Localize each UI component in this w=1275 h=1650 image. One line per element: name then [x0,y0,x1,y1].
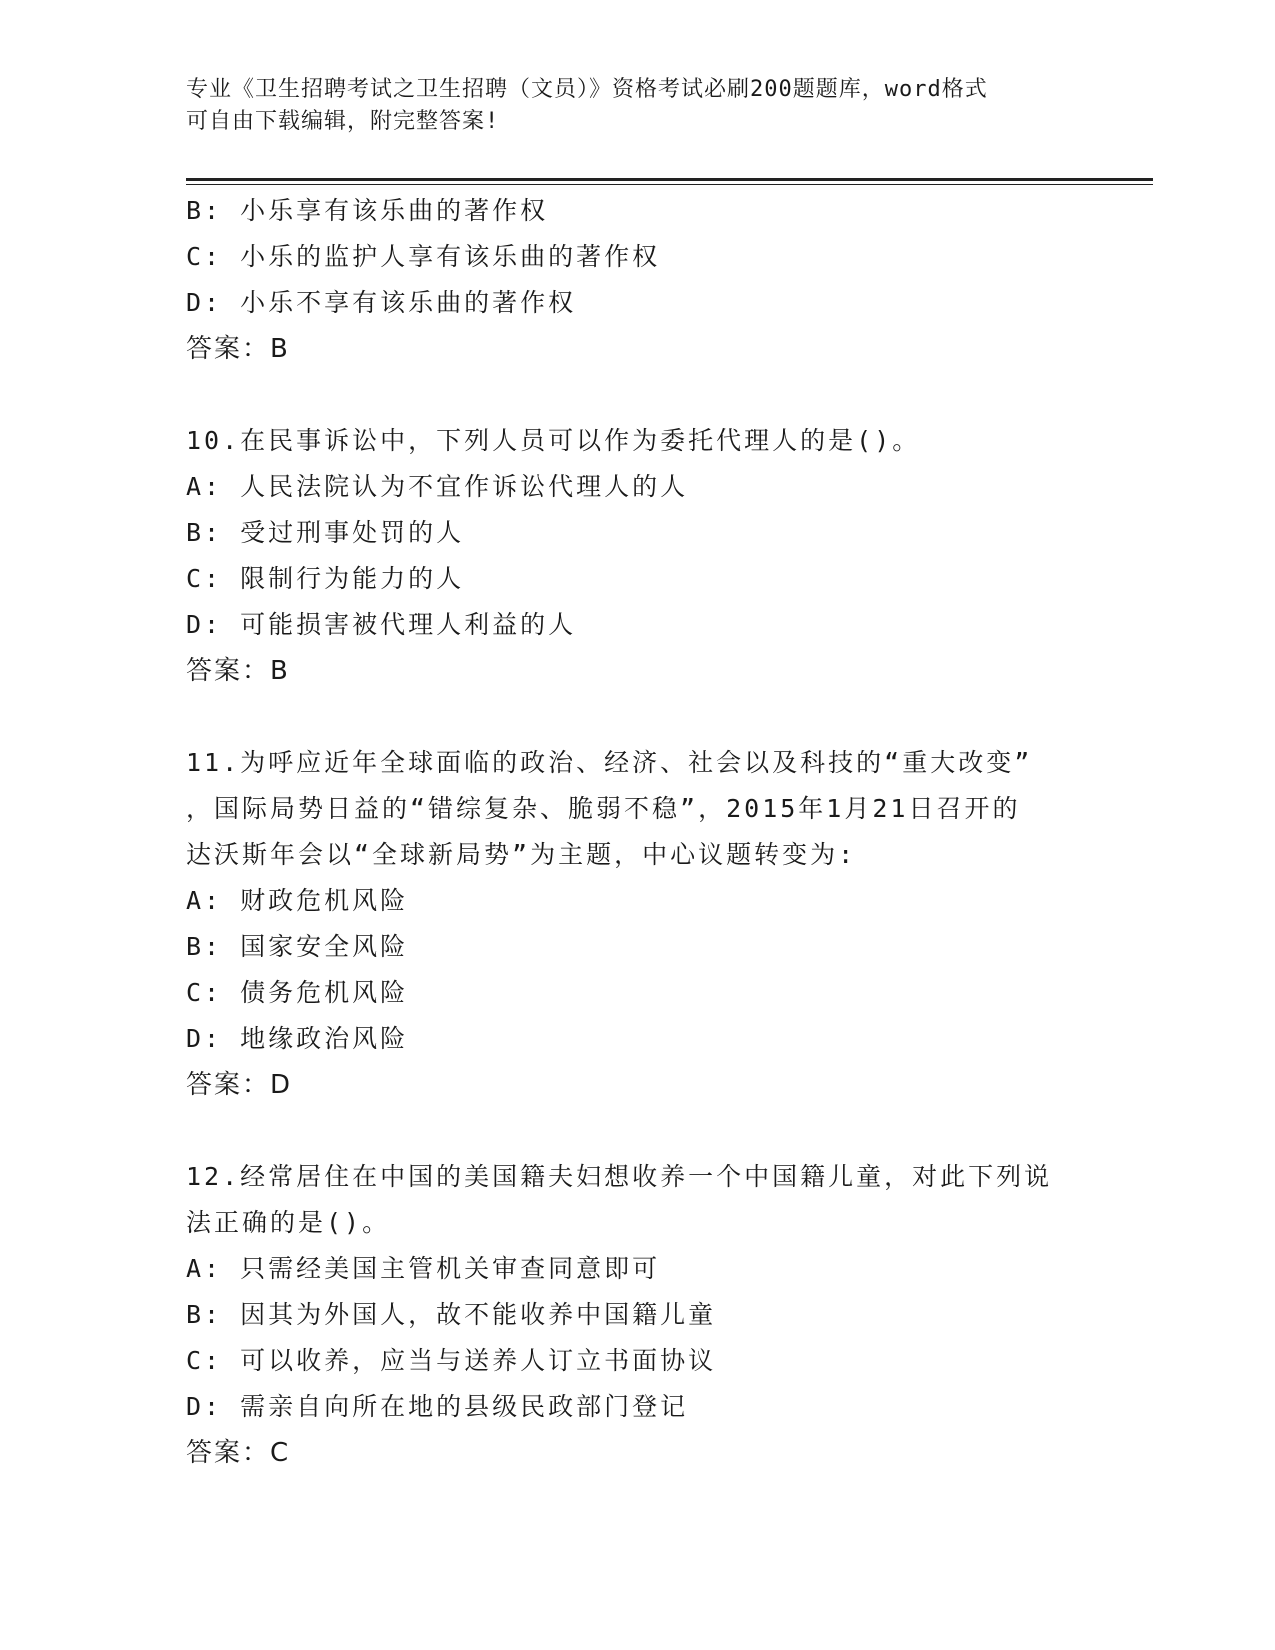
question-stem: 10.在民事诉讼中，下列人员可以作为委托代理人的是()。 [186,426,921,455]
option-b: B: 国家安全风险 [186,932,409,961]
option-d: D: 可能损害被代理人利益的人 [186,610,577,639]
question-10 [186,418,1086,694]
option-a: A: 财政危机风险 [186,886,409,915]
header-line-1: 专业《卫生招聘考试之卫生招聘（文员）》资格考试必刷200题题库，word格式 [186,77,988,102]
option-d: D: 地缘政治风险 [186,1024,409,1053]
option-a: A: 只需经美国主管机关审查同意即可 [186,1254,661,1283]
option-b: B: 小乐享有该乐曲的著作权 [186,196,549,225]
continued-question [186,188,1086,372]
answer-label: 答案：C [186,1438,291,1468]
question-content [186,188,1086,1476]
answer-label: 答案：B [186,334,290,364]
answer-label: 答案：B [186,656,290,686]
option-d: D: 需亲自向所在地的县级民政部门登记 [186,1392,689,1421]
option-c: C: 可以收养，应当与送养人订立书面协议 [186,1346,717,1375]
question-stem-line-1: 11.为呼应近年全球面临的政治、经济、社会以及科技的“重大改变” [186,748,1033,777]
option-b: B: 因其为外国人，故不能收养中国籍儿童 [186,1300,717,1329]
option-a: A: 人民法院认为不宜作诉讼代理人的人 [186,472,689,501]
option-c: C: 债务危机风险 [186,978,409,1007]
question-stem-line-1: 12.经常居住在中国的美国籍夫妇想收养一个中国籍儿童，对此下列说 [186,1162,1053,1191]
spacer [186,372,1086,418]
header-divider-thick [186,178,1153,181]
header-divider-thin [186,184,1153,185]
question-12 [186,1154,1086,1476]
option-c: C: 限制行为能力的人 [186,564,465,593]
answer-label: 答案：D [186,1070,293,1100]
spacer [186,694,1086,740]
question-stem-line-2: 法正确的是()。 [186,1208,391,1237]
question-stem-line-3: 达沃斯年会以“全球新局势”为主题，中心议题转变为: [186,840,857,869]
option-d: D: 小乐不享有该乐曲的著作权 [186,288,577,317]
document-header [186,74,1086,138]
spacer [186,1108,1086,1154]
option-b: B: 受过刑事处罚的人 [186,518,465,547]
option-c: C: 小乐的监护人享有该乐曲的著作权 [186,242,661,271]
question-11 [186,740,1086,1108]
header-line-2: 可自由下载编辑，附完整答案! [186,109,500,134]
question-stem-line-2: ，国际局势日益的“错综复杂、脆弱不稳”，2015年1月21日召开的 [186,794,1021,823]
